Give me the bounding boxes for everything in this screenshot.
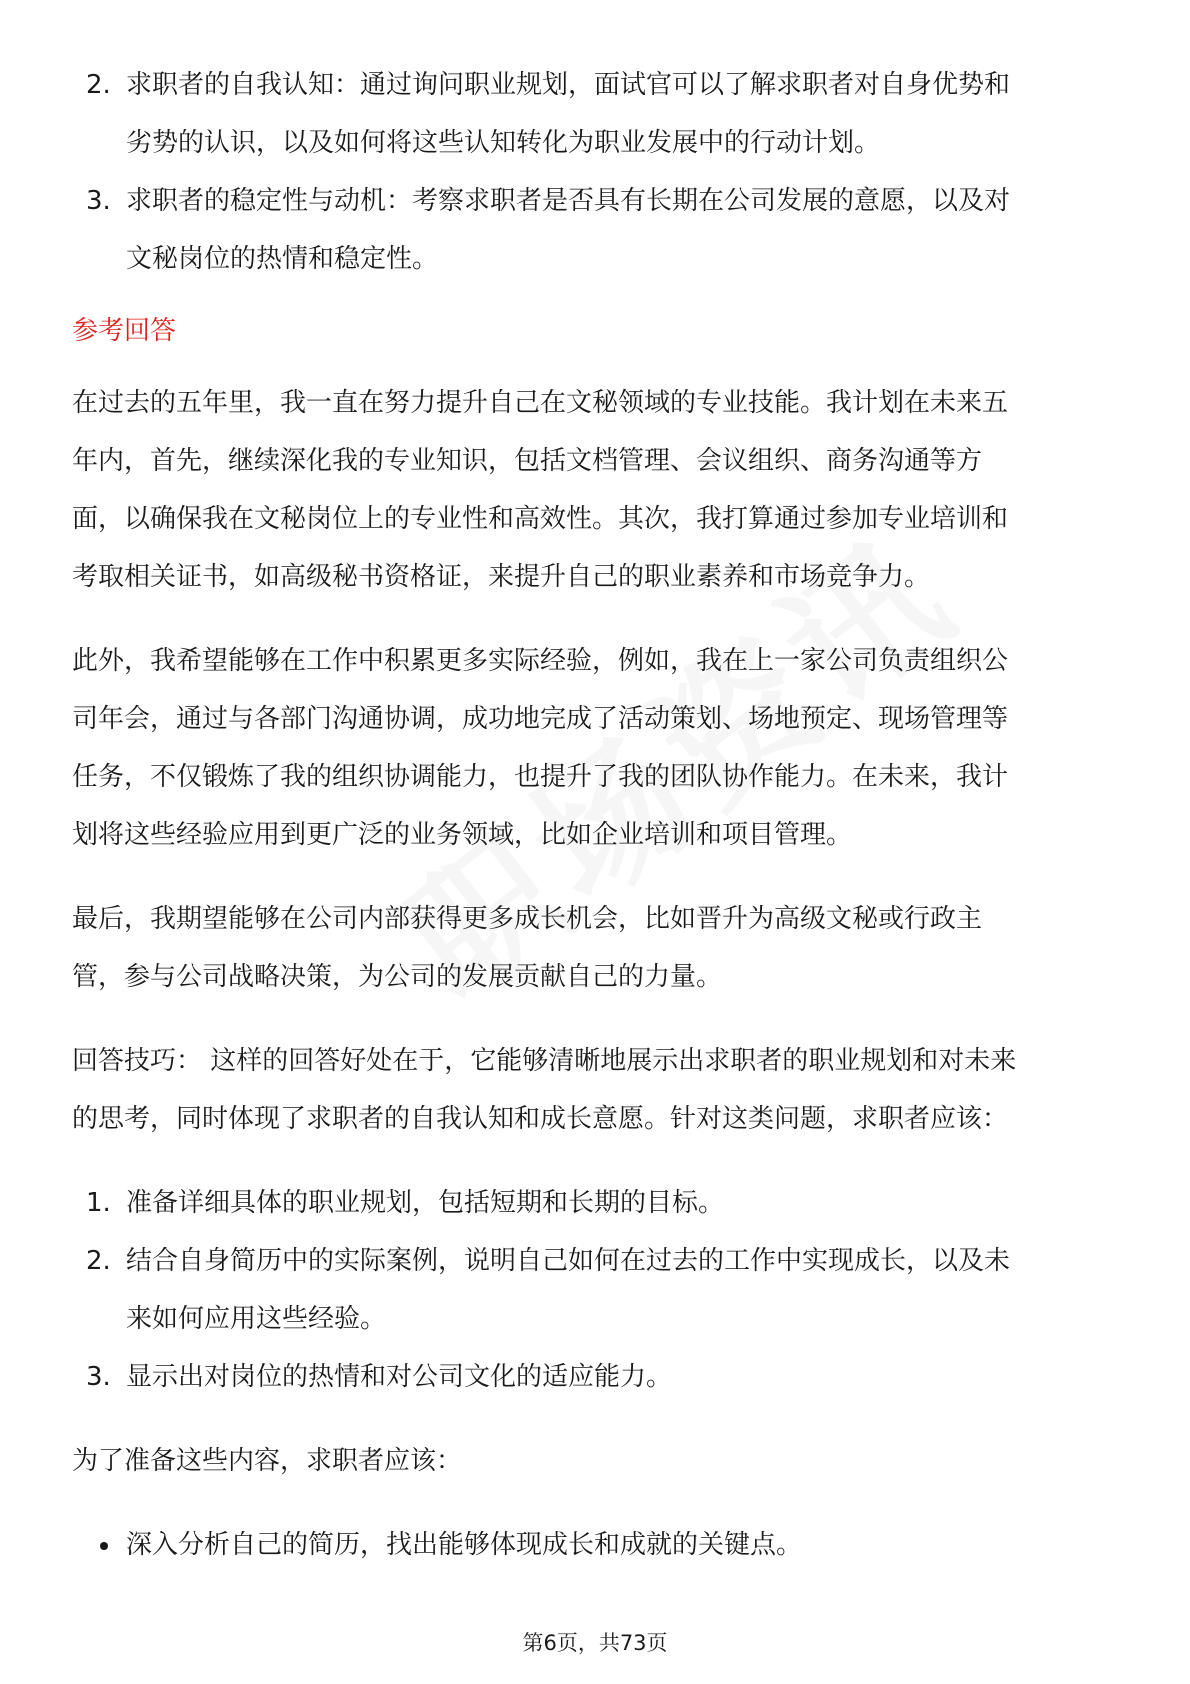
bullet-item-text: 深入分析自己的简历，找出能够体现成长和成就的关键点。 — [126, 1530, 803, 1560]
page-content — [72, 56, 1122, 1574]
list-item-line: 结合自身简历中的实际案例，说明自己如何在过去的工作中实现成长，以及未 — [126, 1246, 1011, 1276]
paragraph-line: 年内，首先，继续深化我的专业知识，包括文档管理、会议组织、商务沟通等方 — [72, 446, 983, 476]
bullet-dot-icon — [100, 1542, 108, 1550]
paragraph-line: 面，以确保我在文秘岗位上的专业性和高效性。其次，我打算通过参加专业培训和 — [72, 504, 1009, 534]
paragraph — [72, 890, 1122, 1006]
list-item-line: 准备详细具体的职业规划，包括短期和长期的目标。 — [126, 1188, 725, 1218]
paragraph-answer-tips — [72, 1032, 1122, 1148]
bullet-list — [72, 1516, 1122, 1574]
list-item-number: 2. — [86, 1246, 111, 1276]
paragraph-line: 为了准备这些内容，求职者应该： — [72, 1446, 463, 1476]
list-item — [72, 1174, 1122, 1232]
list-item-line: 求职者的稳定性与动机：考察求职者是否具有长期在公司发展的意愿，以及对 — [126, 186, 1011, 216]
section-heading-reference-answer: 参考回答 — [72, 316, 177, 346]
paragraph — [72, 632, 1122, 864]
list-item-number: 2. — [86, 70, 111, 100]
list-item-line: 求职者的自我认知：通过询问职业规划，面试官可以了解求职者对自身优势和 — [126, 70, 1011, 100]
paragraph-prep-intro — [72, 1432, 1122, 1490]
paragraph-line: 的思考，同时体现了求职者的自我认知和成长意愿。针对这类问题，求职者应该： — [72, 1104, 1009, 1134]
list-item-number: 3. — [86, 186, 111, 216]
list-item-line: 显示出对岗位的热情和对公司文化的适应能力。 — [126, 1362, 673, 1392]
paragraph-line: 回答技巧： 这样的回答好处在于，它能够清晰地展示出求职者的职业规划和对未来 — [72, 1046, 1017, 1076]
bullet-item — [72, 1516, 1122, 1574]
paragraph-line: 司年会，通过与各部门沟通协调，成功地完成了活动策划、场地预定、现场管理等 — [72, 704, 1009, 734]
list-item-line: 文秘岗位的热情和稳定性。 — [126, 244, 439, 274]
ordered-list-top — [72, 56, 1122, 288]
paragraph-line: 最后，我期望能够在公司内部获得更多成长机会，比如晋升为高级文秘或行政主 — [72, 904, 983, 934]
paragraph-line: 在过去的五年里，我一直在努力提升自己在文秘领域的专业技能。我计划在未来五 — [72, 388, 1009, 418]
paragraph-line: 管，参与公司战略决策，为公司的发展贡献自己的力量。 — [72, 962, 723, 992]
list-item-number: 1. — [86, 1188, 111, 1218]
page-number-footer: 第6页，共73页 — [522, 1631, 668, 1655]
list-item — [72, 1232, 1122, 1348]
list-item-line: 劣势的认识，以及如何将这些认知转化为职业发展中的行动计划。 — [126, 128, 881, 158]
list-item-number: 3. — [86, 1362, 111, 1392]
list-item — [72, 172, 1122, 288]
list-item — [72, 1348, 1122, 1406]
list-item — [72, 56, 1122, 172]
paragraph-line: 考取相关证书，如高级秘书资格证，来提升自己的职业素养和市场竞争力。 — [72, 562, 931, 592]
paragraph-line: 此外，我希望能够在工作中积累更多实际经验，例如，我在上一家公司负责组织公 — [72, 646, 1009, 676]
paragraph-line: 任务，不仅锻炼了我的组织协调能力，也提升了我的团队协作能力。在未来，我计 — [72, 762, 1009, 792]
ordered-list-tips — [72, 1174, 1122, 1406]
list-item-line: 来如何应用这些经验。 — [126, 1304, 387, 1334]
paragraph-line: 划将这些经验应用到更广泛的业务领域，比如企业培训和项目管理。 — [72, 820, 853, 850]
paragraph — [72, 374, 1122, 606]
